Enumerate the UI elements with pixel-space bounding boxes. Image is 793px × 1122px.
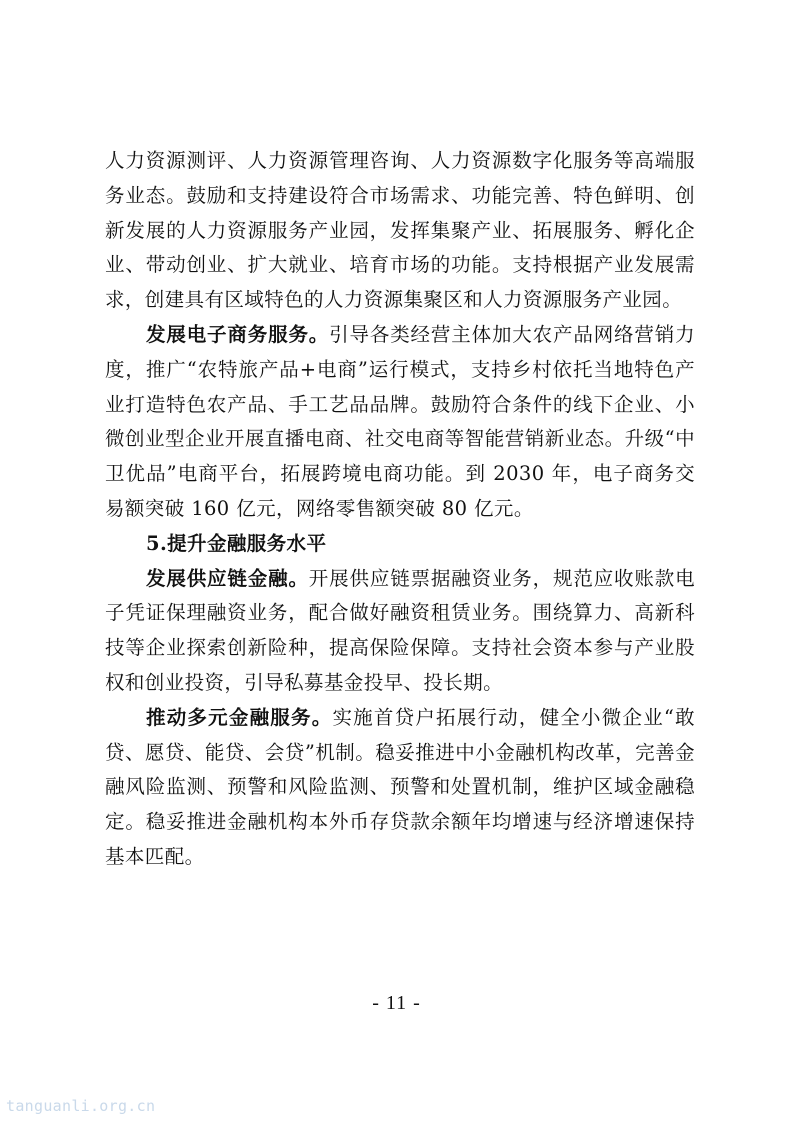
paragraph-text: 人力资源测评、人力资源管理咨询、人力资源数字化服务等高端服务业态。鼓励和支持建设符合市场需求、功能完善、特色鲜明、创新发展的人力资源服务产业园，发挥集聚产业、拓展服务、孵化企业、带动创业、扩大就业、培育市场的功能。支持根据产业发展需求，创建具有区域特色的人力资源集聚区和人力资源服务产业园。 (105, 149, 695, 312)
paragraph-lead: 发展供应链金融。 (146, 566, 309, 590)
site-watermark: tanguanli.org.cn (6, 1097, 156, 1115)
document-body (105, 144, 695, 875)
paragraph-diversified-finance (105, 701, 695, 875)
page-number: - 11 - (372, 992, 421, 1014)
paragraph-text: 引导各类经营主体加大农产品网络营销力度，推广“农特旅产品+电商”运行模式，支持乡村依托当地特色产业打造特色农产品、手工艺品品牌。鼓励符合条件的线下企业、小微创业型企业开展直播电商、社交电商等智能营销新业态。升级“中卫优品”电商平台，拓展跨境电商功能。到 2030 年，电子商务交易额突破 160 亿元，网络零售额突破 80 亿元。 (105, 322, 695, 520)
paragraph-text: 开展供应链票据融资业务，规范应收账款电子凭证保理融资业务，配合做好融资租赁业务。围绕算力、高新科技等企业探索创新险种，提高保险保障。支持社会资本参与产业股权和创业投资，引导私募基金投早、投长期。 (105, 566, 695, 694)
paragraph-lead: 推动多元金融服务。 (146, 705, 333, 729)
paragraph-supply-chain-finance (105, 562, 695, 701)
paragraph-hr-services (105, 144, 695, 318)
section-heading: 5.提升金融服务水平 (146, 531, 327, 555)
paragraph-lead: 发展电子商务服务。 (146, 322, 330, 346)
paragraph-text: 实施首贷户拓展行动，健全小微企业“敢贷、愿贷、能贷、会贷”机制。稳妥推进中小金融机构改革，完善金融风险监测、预警和风险监测、预警和处置机制，维护区域金融稳定。稳妥推进金融机构本外币存贷款余额年均增速与经济增速保持基本匹配。 (105, 705, 695, 868)
paragraph-ecommerce (105, 318, 695, 527)
